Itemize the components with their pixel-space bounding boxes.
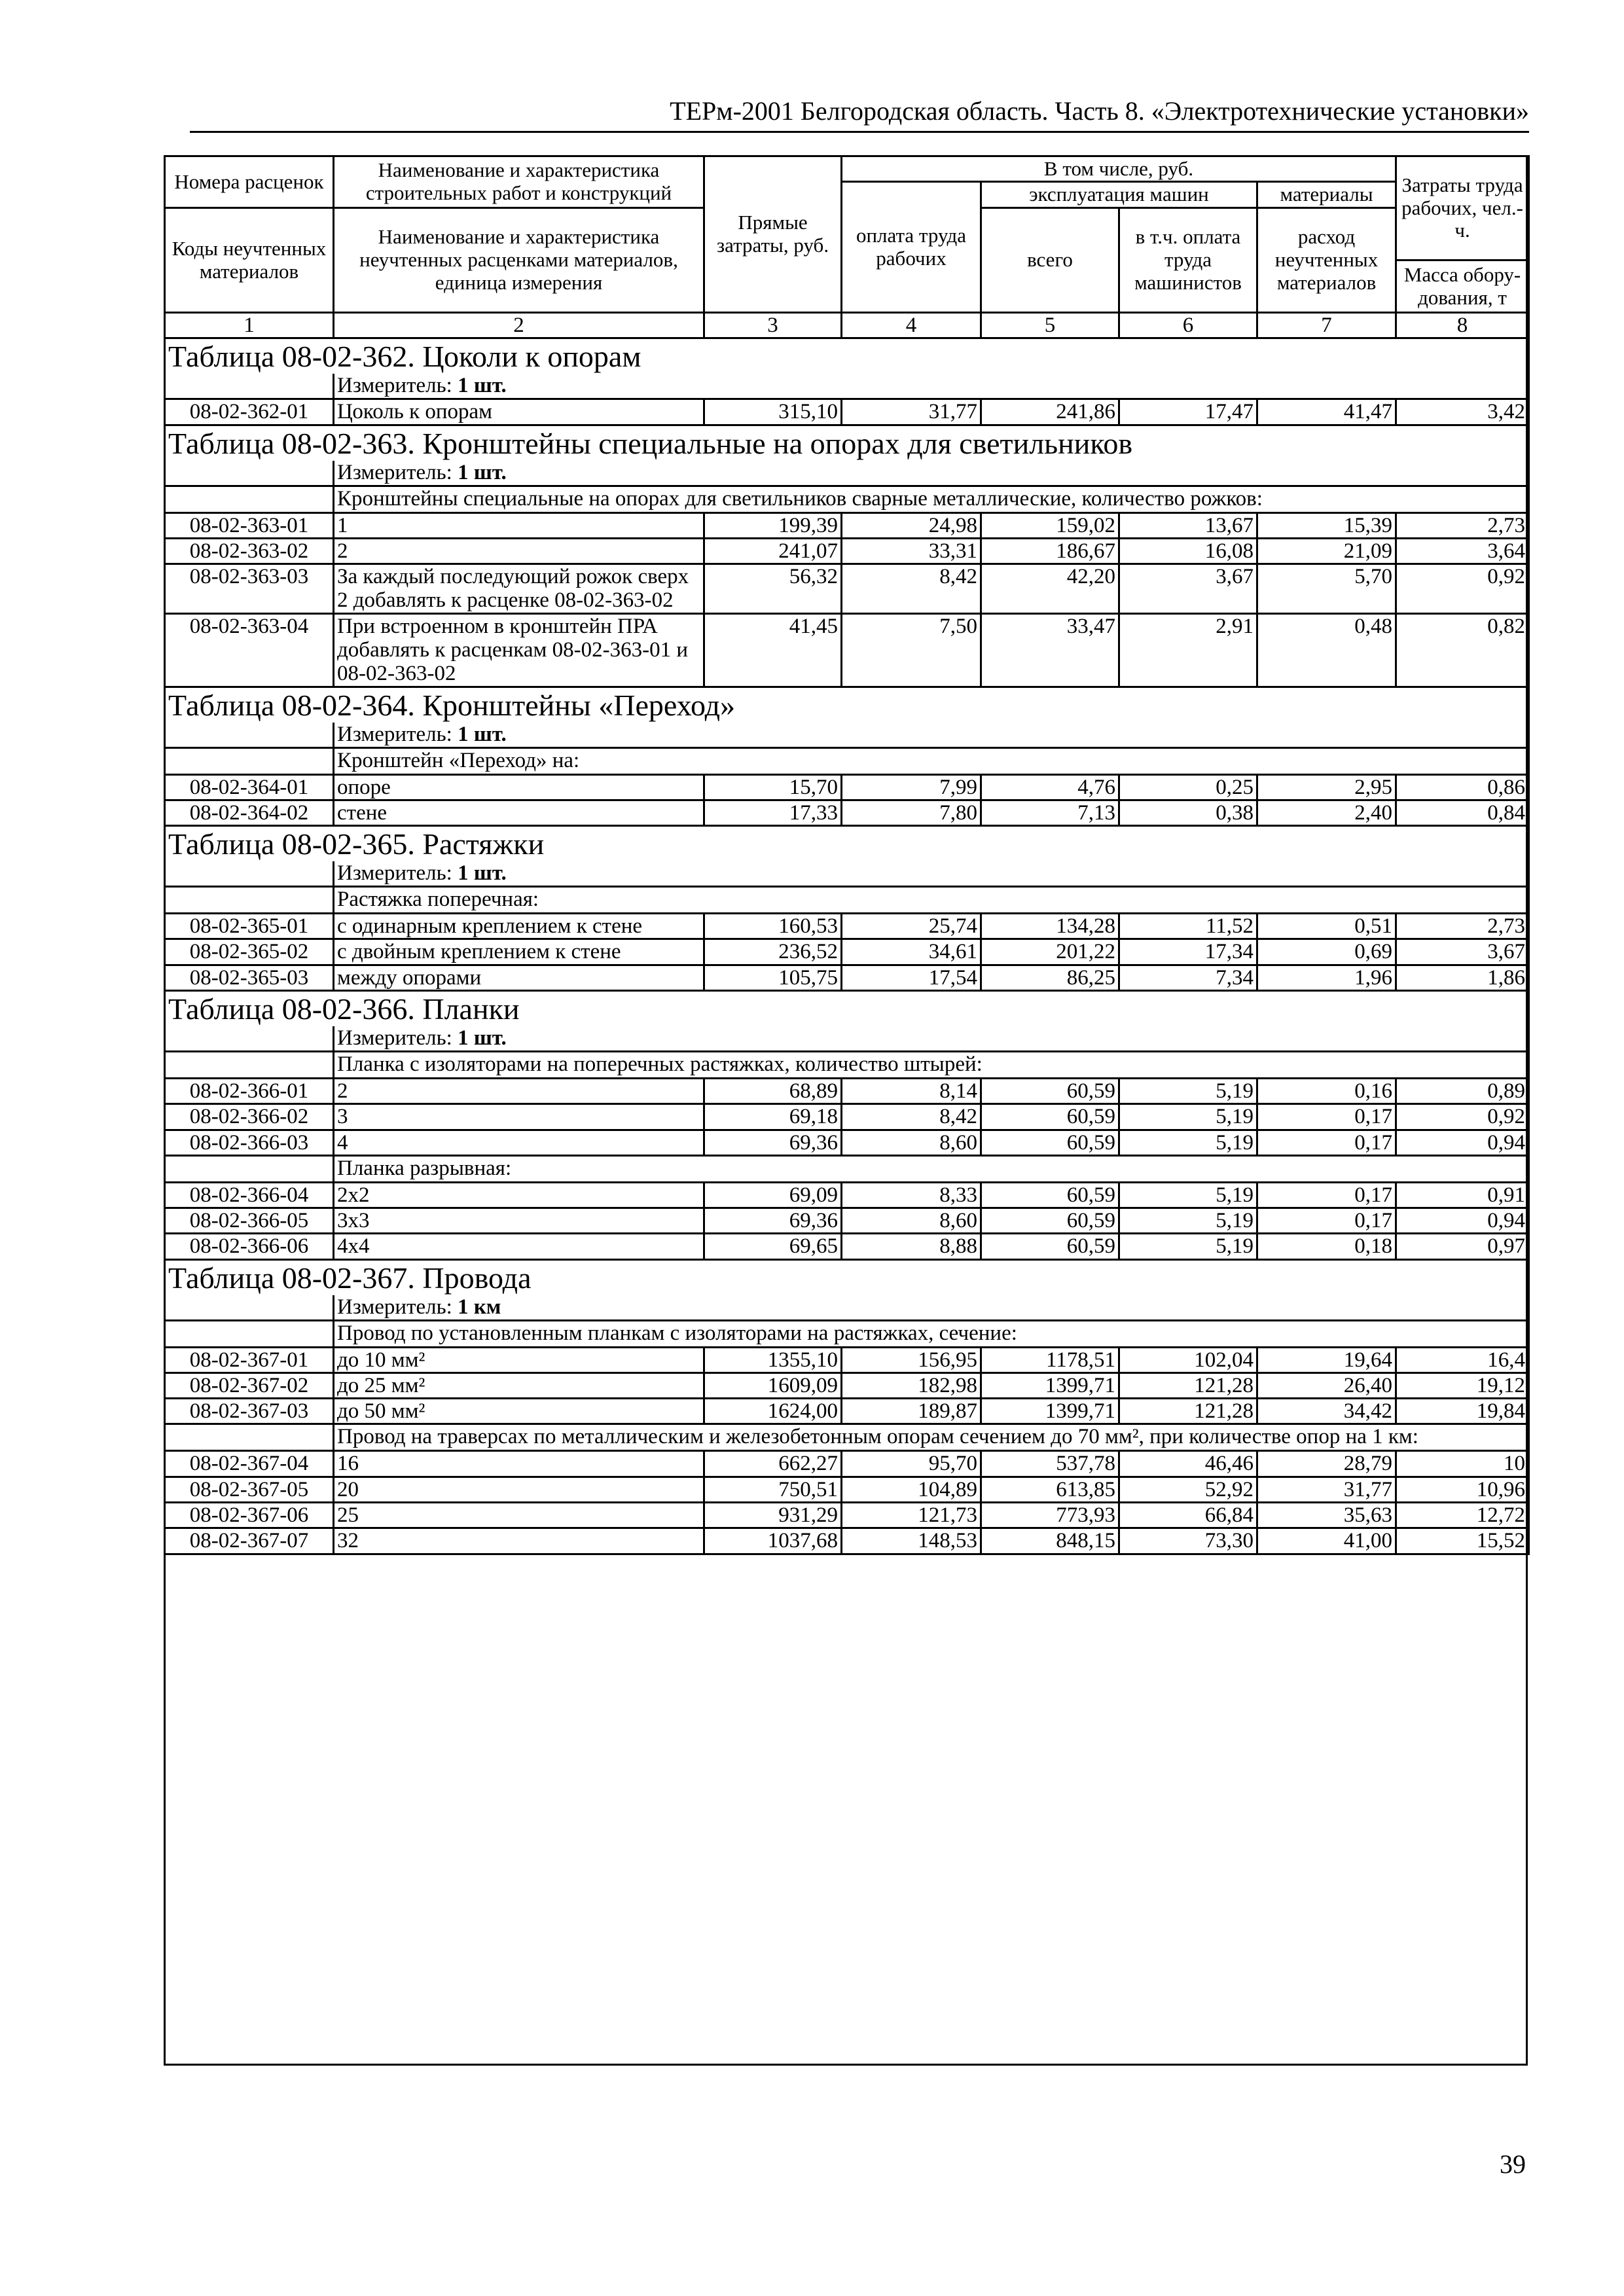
table-row <box>165 1208 1529 1234</box>
value-c3: 69,36 <box>704 1130 842 1155</box>
unit-row <box>165 723 1529 748</box>
value-c5: 201,22 <box>981 939 1119 965</box>
col-number: 2 <box>334 313 704 338</box>
value-c4: 8,42 <box>842 1104 981 1130</box>
rate-code: 08-02-367-03 <box>165 1399 334 1424</box>
value-c8: 12,72 <box>1396 1502 1529 1528</box>
rate-code: 08-02-367-07 <box>165 1528 334 1554</box>
col-group-header: В том числе, руб. <box>842 156 1396 182</box>
table-row <box>165 1477 1529 1502</box>
value-c5: 1399,71 <box>981 1399 1119 1424</box>
value-c4: 34,61 <box>842 939 981 965</box>
value-c3: 1355,10 <box>704 1347 842 1372</box>
value-c4: 104,89 <box>842 1477 981 1502</box>
unit-spacer <box>165 374 334 399</box>
value-c6: 66,84 <box>1119 1502 1257 1528</box>
unit-spacer <box>165 861 334 887</box>
unit-label: Измеритель: <box>337 1295 452 1319</box>
value-c6: 0,38 <box>1119 800 1257 825</box>
value-c3: 241,07 <box>704 538 842 564</box>
value-c7: 0,48 <box>1257 613 1396 687</box>
group-heading-row <box>165 1424 1529 1451</box>
rate-name: до 50 мм² <box>334 1399 704 1424</box>
value-c7: 35,63 <box>1257 1502 1396 1528</box>
col1-header-top: Номера расценок <box>165 156 334 208</box>
rate-name: опоре <box>334 774 704 800</box>
value-c8: 15,52 <box>1396 1528 1529 1554</box>
value-c4: 8,60 <box>842 1208 981 1234</box>
rate-name: стене <box>334 800 704 825</box>
rate-name: 2х2 <box>334 1182 704 1208</box>
rate-name: 20 <box>334 1477 704 1502</box>
value-c8: 0,94 <box>1396 1208 1529 1234</box>
rate-code: 08-02-364-01 <box>165 774 334 800</box>
table-row <box>165 1182 1529 1208</box>
unit-value: 1 шт. <box>458 460 507 484</box>
table-title: Таблица 08-02-366. Планки <box>165 990 1529 1026</box>
rate-name: За каждый последующий рожок сверх 2 добавлять к расценке 08-02-363-02 <box>334 564 704 614</box>
value-c3: 1037,68 <box>704 1528 842 1554</box>
value-c3: 41,45 <box>704 613 842 687</box>
unit-value: 1 шт. <box>458 722 507 746</box>
rate-code: 08-02-366-05 <box>165 1208 334 1234</box>
value-c8: 10 <box>1396 1451 1529 1477</box>
value-c3: 15,70 <box>704 774 842 800</box>
value-c3: 662,27 <box>704 1451 842 1477</box>
col8-header-top: Затраты труда рабочих, чел.-ч. <box>1396 156 1529 260</box>
rate-code: 08-02-364-02 <box>165 800 334 825</box>
unit-label: Измеритель: <box>337 374 452 398</box>
value-c8: 0,94 <box>1396 1130 1529 1155</box>
value-c5: 4,76 <box>981 774 1119 800</box>
value-c7: 0,18 <box>1257 1234 1396 1259</box>
rate-name: 1 <box>334 512 704 538</box>
value-c6: 7,34 <box>1119 965 1257 990</box>
group-code-cell <box>165 1051 334 1078</box>
table-row <box>165 399 1529 425</box>
value-c5: 60,59 <box>981 1130 1119 1155</box>
value-c7: 28,79 <box>1257 1451 1396 1477</box>
group-heading: Кронштейны специальные на опорах для светильников сварные металлические, количество рожков: <box>334 486 1529 512</box>
value-c4: 24,98 <box>842 512 981 538</box>
rate-code: 08-02-365-01 <box>165 914 334 939</box>
unit-value: 1 км <box>458 1295 501 1319</box>
value-c8: 3,67 <box>1396 939 1529 965</box>
value-c7: 34,42 <box>1257 1399 1396 1424</box>
rate-name: 2 <box>334 1078 704 1103</box>
value-c7: 41,00 <box>1257 1528 1396 1554</box>
rate-code: 08-02-366-01 <box>165 1078 334 1103</box>
value-c6: 73,30 <box>1119 1528 1257 1554</box>
rate-code: 08-02-363-04 <box>165 613 334 687</box>
table-row <box>165 1347 1529 1372</box>
value-c5: 60,59 <box>981 1234 1119 1259</box>
table-title: Таблица 08-02-362. Цоколи к опорам <box>165 338 1529 374</box>
col2-header-bottom: Наименование и характеристика неучтенных расценками материалов, единица измерения <box>334 208 704 313</box>
value-c7: 41,47 <box>1257 399 1396 425</box>
value-c6: 5,19 <box>1119 1208 1257 1234</box>
value-c4: 189,87 <box>842 1399 981 1424</box>
group-heading: Планка с изоляторами на поперечных растяжках, количество штырей: <box>334 1051 1529 1078</box>
rate-code: 08-02-367-05 <box>165 1477 334 1502</box>
unit-text <box>334 723 1529 748</box>
col3-header: Прямые затраты, руб. <box>704 156 842 313</box>
value-c3: 315,10 <box>704 399 842 425</box>
value-c6: 17,47 <box>1119 399 1257 425</box>
value-c6: 46,46 <box>1119 1451 1257 1477</box>
group-heading: Планка разрывная: <box>334 1155 1529 1182</box>
col-number: 8 <box>1396 313 1529 338</box>
value-c4: 8,88 <box>842 1234 981 1259</box>
value-c6: 0,25 <box>1119 774 1257 800</box>
unit-row <box>165 461 1529 486</box>
value-c7: 0,17 <box>1257 1182 1396 1208</box>
table-title-row <box>165 338 1529 374</box>
rate-name: между опорами <box>334 965 704 990</box>
value-c6: 3,67 <box>1119 564 1257 614</box>
value-c7: 1,96 <box>1257 965 1396 990</box>
value-c7: 2,40 <box>1257 800 1396 825</box>
value-c8: 2,73 <box>1396 914 1529 939</box>
table-title-row <box>165 425 1529 461</box>
value-c7: 31,77 <box>1257 1477 1396 1502</box>
value-c3: 1624,00 <box>704 1399 842 1424</box>
value-c8: 2,73 <box>1396 512 1529 538</box>
table-title: Таблица 08-02-364. Кронштейны «Переход» <box>165 687 1529 723</box>
value-c8: 0,84 <box>1396 800 1529 825</box>
group-heading: Провод по установленным планкам с изоляторами на растяжках, сечение: <box>334 1320 1529 1347</box>
table-row <box>165 1104 1529 1130</box>
col4-header: оплата труда рабочих <box>842 182 981 313</box>
col-number: 5 <box>981 313 1119 338</box>
group-code-cell <box>165 1155 334 1182</box>
unit-row <box>165 861 1529 887</box>
table-row <box>165 1372 1529 1398</box>
value-c5: 537,78 <box>981 1451 1119 1477</box>
value-c3: 160,53 <box>704 914 842 939</box>
unit-value: 1 шт. <box>458 374 507 398</box>
unit-row <box>165 1026 1529 1052</box>
rate-name: 3 <box>334 1104 704 1130</box>
value-c4: 8,42 <box>842 564 981 614</box>
rate-name: с двойным креплением к стене <box>334 939 704 965</box>
table-title: Таблица 08-02-367. Провода <box>165 1259 1529 1295</box>
value-c4: 182,98 <box>842 1372 981 1398</box>
value-c8: 0,86 <box>1396 774 1529 800</box>
table-title: Таблица 08-02-363. Кронштейны специальные на опорах для светильников <box>165 425 1529 461</box>
rate-name: 32 <box>334 1528 704 1554</box>
rate-name: При встроенном в кронштейн ПРА добавлять к расценкам 08-02-363-01 и 08-02-363-02 <box>334 613 704 687</box>
value-c8: 0,82 <box>1396 613 1529 687</box>
table-row <box>165 538 1529 564</box>
value-c3: 199,39 <box>704 512 842 538</box>
rate-code: 08-02-367-06 <box>165 1502 334 1528</box>
rate-code: 08-02-367-01 <box>165 1347 334 1372</box>
value-c3: 750,51 <box>704 1477 842 1502</box>
value-c7: 0,69 <box>1257 939 1396 965</box>
value-c3: 69,09 <box>704 1182 842 1208</box>
value-c8: 16,4 <box>1396 1347 1529 1372</box>
value-c6: 102,04 <box>1119 1347 1257 1372</box>
table-row <box>165 1078 1529 1103</box>
value-c8: 19,84 <box>1396 1399 1529 1424</box>
value-c3: 105,75 <box>704 965 842 990</box>
group-heading-row <box>165 747 1529 774</box>
group-code-cell <box>165 887 334 914</box>
value-c8: 3,64 <box>1396 538 1529 564</box>
value-c7: 0,17 <box>1257 1208 1396 1234</box>
value-c5: 60,59 <box>981 1078 1119 1103</box>
table-row <box>165 1234 1529 1259</box>
unit-label: Измеритель: <box>337 861 452 886</box>
table-row <box>165 613 1529 687</box>
value-c6: 121,28 <box>1119 1372 1257 1398</box>
value-c7: 0,16 <box>1257 1078 1396 1103</box>
unit-value: 1 шт. <box>458 861 507 886</box>
rate-code: 08-02-367-04 <box>165 1451 334 1477</box>
value-c4: 156,95 <box>842 1347 981 1372</box>
value-c7: 15,39 <box>1257 512 1396 538</box>
value-c3: 931,29 <box>704 1502 842 1528</box>
running-title: ТЕРм-2001 Белгородская область. Часть 8. «Электротехнические установки» <box>670 96 1529 126</box>
table-row <box>165 1451 1529 1477</box>
table-row <box>165 564 1529 614</box>
value-c6: 17,34 <box>1119 939 1257 965</box>
unit-text <box>334 861 1529 887</box>
value-c6: 2,91 <box>1119 613 1257 687</box>
value-c8: 0,89 <box>1396 1078 1529 1103</box>
value-c6: 121,28 <box>1119 1399 1257 1424</box>
col-number: 7 <box>1257 313 1396 338</box>
value-c5: 186,67 <box>981 538 1119 564</box>
value-c4: 95,70 <box>842 1451 981 1477</box>
table-row <box>165 1502 1529 1528</box>
rate-code: 08-02-366-04 <box>165 1182 334 1208</box>
rate-code: 08-02-365-03 <box>165 965 334 990</box>
value-c4: 25,74 <box>842 914 981 939</box>
group-heading-row <box>165 1320 1529 1347</box>
table-row <box>165 512 1529 538</box>
value-c5: 134,28 <box>981 914 1119 939</box>
value-c4: 8,14 <box>842 1078 981 1103</box>
rate-name: до 10 мм² <box>334 1347 704 1372</box>
value-c6: 11,52 <box>1119 914 1257 939</box>
rate-code: 08-02-363-02 <box>165 538 334 564</box>
value-c6: 5,19 <box>1119 1078 1257 1103</box>
table-row <box>165 800 1529 825</box>
rate-name: 4х4 <box>334 1234 704 1259</box>
table-title-row <box>165 826 1529 862</box>
value-c4: 31,77 <box>842 399 981 425</box>
group-code-cell <box>165 1320 334 1347</box>
table-title-row <box>165 990 1529 1026</box>
table-title-row <box>165 1259 1529 1295</box>
rate-name: 3х3 <box>334 1208 704 1234</box>
rate-name: Цоколь к опорам <box>334 399 704 425</box>
unit-label: Измеритель: <box>337 1026 452 1050</box>
rate-code: 08-02-366-03 <box>165 1130 334 1155</box>
value-c4: 17,54 <box>842 965 981 990</box>
unit-spacer <box>165 1295 334 1321</box>
group-heading: Провод на траверсах по металлическим и железобетонным опорам сечением до 70 мм², при количестве опор на 1 км: <box>334 1424 1529 1451</box>
value-c8: 3,42 <box>1396 399 1529 425</box>
value-c5: 773,93 <box>981 1502 1119 1528</box>
value-c6: 5,19 <box>1119 1234 1257 1259</box>
value-c8: 10,96 <box>1396 1477 1529 1502</box>
value-c7: 26,40 <box>1257 1372 1396 1398</box>
value-c4: 7,50 <box>842 613 981 687</box>
value-c4: 8,60 <box>842 1130 981 1155</box>
value-c8: 19,12 <box>1396 1372 1529 1398</box>
col5-header: всего <box>981 208 1119 313</box>
value-c8: 0,92 <box>1396 1104 1529 1130</box>
value-c8: 0,91 <box>1396 1182 1529 1208</box>
group-heading-row <box>165 1155 1529 1182</box>
rate-code: 08-02-366-02 <box>165 1104 334 1130</box>
value-c5: 1178,51 <box>981 1347 1119 1372</box>
unit-text <box>334 1295 1529 1321</box>
value-c4: 121,73 <box>842 1502 981 1528</box>
group-code-cell <box>165 486 334 512</box>
value-c3: 17,33 <box>704 800 842 825</box>
table-row <box>165 1528 1529 1554</box>
unit-spacer <box>165 723 334 748</box>
materials-header: материалы <box>1257 182 1396 208</box>
rate-code: 08-02-363-03 <box>165 564 334 614</box>
value-c5: 1399,71 <box>981 1372 1119 1398</box>
rate-name: с одинарным креплением к стене <box>334 914 704 939</box>
value-c8: 0,92 <box>1396 564 1529 614</box>
value-c3: 69,65 <box>704 1234 842 1259</box>
value-c3: 69,18 <box>704 1104 842 1130</box>
value-c4: 7,99 <box>842 774 981 800</box>
value-c8: 0,97 <box>1396 1234 1529 1259</box>
value-c3: 68,89 <box>704 1078 842 1103</box>
value-c8: 1,86 <box>1396 965 1529 990</box>
value-c5: 159,02 <box>981 512 1119 538</box>
unit-spacer <box>165 1026 334 1052</box>
value-c5: 60,59 <box>981 1208 1119 1234</box>
value-c4: 148,53 <box>842 1528 981 1554</box>
value-c3: 69,36 <box>704 1208 842 1234</box>
value-c5: 613,85 <box>981 1477 1119 1502</box>
unit-row <box>165 1295 1529 1321</box>
header-rule <box>190 131 1529 133</box>
unit-text <box>334 374 1529 399</box>
unit-text <box>334 461 1529 486</box>
rate-code: 08-02-365-02 <box>165 939 334 965</box>
value-c5: 60,59 <box>981 1104 1119 1130</box>
rate-name: 4 <box>334 1130 704 1155</box>
value-c5: 33,47 <box>981 613 1119 687</box>
value-c6: 16,08 <box>1119 538 1257 564</box>
value-c7: 19,64 <box>1257 1347 1396 1372</box>
col7-header: расход неучтенных материалов <box>1257 208 1396 313</box>
group-heading: Кронштейн «Переход» на: <box>334 747 1529 774</box>
value-c5: 42,20 <box>981 564 1119 614</box>
value-c5: 86,25 <box>981 965 1119 990</box>
value-c7: 0,51 <box>1257 914 1396 939</box>
rate-code: 08-02-367-02 <box>165 1372 334 1398</box>
unit-label: Измеритель: <box>337 460 452 484</box>
col2-header-top: Наименование и характеристика строительных работ и конструкций <box>334 156 704 208</box>
group-heading-row <box>165 1051 1529 1078</box>
col1-header-bottom: Коды неучтенных материалов <box>165 208 334 313</box>
value-c4: 8,33 <box>842 1182 981 1208</box>
price-table <box>164 155 1530 1555</box>
group-heading-row <box>165 887 1529 914</box>
table-title: Таблица 08-02-365. Растяжки <box>165 826 1529 862</box>
col-number: 3 <box>704 313 842 338</box>
value-c7: 0,17 <box>1257 1130 1396 1155</box>
value-c6: 5,19 <box>1119 1130 1257 1155</box>
value-c5: 60,59 <box>981 1182 1119 1208</box>
value-c5: 241,86 <box>981 399 1119 425</box>
unit-value: 1 шт. <box>458 1026 507 1050</box>
table-row <box>165 774 1529 800</box>
unit-spacer <box>165 461 334 486</box>
table-row <box>165 965 1529 990</box>
rate-name: 2 <box>334 538 704 564</box>
rate-name: 16 <box>334 1451 704 1477</box>
value-c3: 1609,09 <box>704 1372 842 1398</box>
value-c6: 13,67 <box>1119 512 1257 538</box>
value-c6: 52,92 <box>1119 1477 1257 1502</box>
col-number: 6 <box>1119 313 1257 338</box>
unit-label: Измеритель: <box>337 722 452 746</box>
col-number: 1 <box>165 313 334 338</box>
value-c5: 7,13 <box>981 800 1119 825</box>
group-code-cell <box>165 1424 334 1451</box>
value-c6: 5,19 <box>1119 1182 1257 1208</box>
group-heading-row <box>165 486 1529 512</box>
table-row <box>165 1130 1529 1155</box>
value-c7: 2,95 <box>1257 774 1396 800</box>
value-c4: 33,31 <box>842 538 981 564</box>
rate-code: 08-02-363-01 <box>165 512 334 538</box>
rate-code: 08-02-362-01 <box>165 399 334 425</box>
unit-row <box>165 374 1529 399</box>
value-c4: 7,80 <box>842 800 981 825</box>
value-c5: 848,15 <box>981 1528 1119 1554</box>
rate-name: до 25 мм² <box>334 1372 704 1398</box>
value-c6: 5,19 <box>1119 1104 1257 1130</box>
page-number: 39 <box>1500 2149 1526 2179</box>
group-heading: Растяжка поперечная: <box>334 887 1529 914</box>
value-c7: 21,09 <box>1257 538 1396 564</box>
table-row <box>165 914 1529 939</box>
col8-header-bottom: Масса обору-дования, т <box>1396 260 1529 313</box>
machines-header: эксплуатация машин <box>981 182 1257 208</box>
table-row <box>165 939 1529 965</box>
rate-name: 25 <box>334 1502 704 1528</box>
table-row <box>165 1399 1529 1424</box>
value-c7: 5,70 <box>1257 564 1396 614</box>
unit-text <box>334 1026 1529 1052</box>
value-c7: 0,17 <box>1257 1104 1396 1130</box>
rate-code: 08-02-366-06 <box>165 1234 334 1259</box>
group-code-cell <box>165 747 334 774</box>
value-c3: 56,32 <box>704 564 842 614</box>
col6-header: в т.ч. оплата труда машинистов <box>1119 208 1257 313</box>
col-number: 4 <box>842 313 981 338</box>
value-c3: 236,52 <box>704 939 842 965</box>
table-title-row <box>165 687 1529 723</box>
